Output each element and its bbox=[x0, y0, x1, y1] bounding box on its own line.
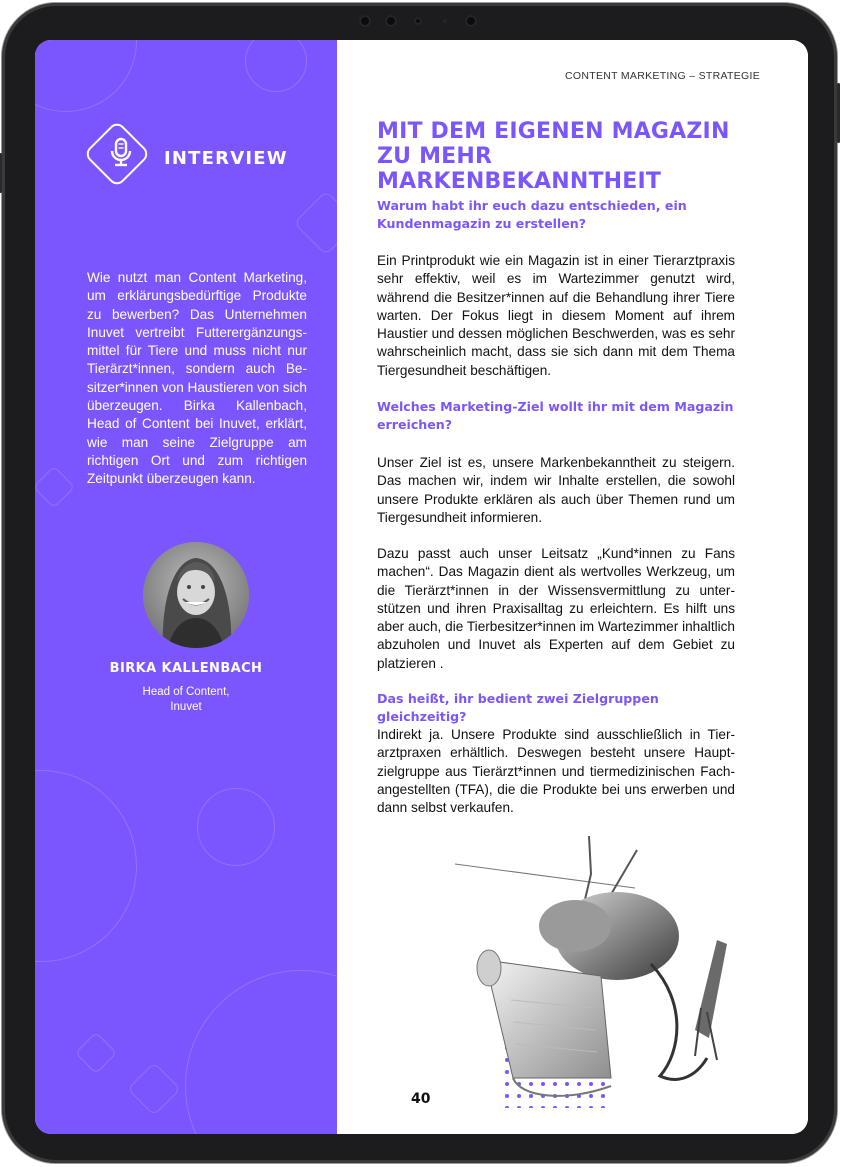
interview-answer: Dazu passt auch unser Leitsatz „Kund*innen zu Fans machen“. Das Magazin dient als wertvolles Werkzeug, um die Tierärzt*innen in der Wissensvermittlung zu unterstützen und ihren Praxisalltag zu erleichtern. Es hilft uns aber auch, die Tierbesitzer*innen im Wartezimmer inhaltlich abzuholen und Inuvet als Experten auf dem Gebiet zu platzieren . bbox=[377, 546, 735, 671]
tablet-frame bbox=[2, 3, 837, 1163]
portrait-photo bbox=[143, 542, 249, 648]
decorative-circle bbox=[245, 40, 307, 92]
sensor-icon bbox=[359, 15, 371, 27]
page-screen[interactable] bbox=[35, 40, 808, 1134]
decorative-circle bbox=[35, 40, 137, 112]
interview-answer: Ein Printprodukt wie ein Magazin ist in einer Tierarztpraxis sehr effektiv, weil es im Wartezimmer genutzt wird, während die Besitzer*innen auf die Behandlung ihrer Tiere warten. Der Fokus liegt in diesem Moment auf ihrem Haustier und dessen möglichen Beschwerden, was es sehr wahrscheinlich macht, dass sie sich dann mit dem Thema Tiergesundheit beschäftigen. bbox=[377, 253, 735, 378]
person-name: BIRKA KALLENBACH bbox=[109, 661, 263, 676]
interview-question: Welches Marketing-Ziel wollt ihr mit dem Magazin erreichen? bbox=[377, 399, 734, 432]
interview-answer: Unser Ziel ist es, unsere Markenbekanntheit zu steigern. Das machen wir, indem wir Inhalte erstellen, die sowohl unsere Produkte erklären als auch über Themen rund um Tiergesundheit informieren. bbox=[377, 455, 735, 525]
article-content bbox=[337, 40, 808, 1134]
decorative-circle bbox=[197, 788, 275, 866]
article-title: MIT DEM EIGENEN MAGAZIN ZU MEHR MARKENBEKANNTHEIT bbox=[377, 119, 730, 194]
interview-question: Warum habt ihr euch dazu entschieden, ein Kundenmagazin zu erstellen? bbox=[377, 198, 687, 231]
person-role-title: Head of Content, bbox=[142, 686, 230, 698]
sensor-icon bbox=[385, 15, 397, 27]
interview-sidebar bbox=[35, 40, 337, 1134]
interview-answer: Indirekt ja. Unsere Produkte sind ausschließlich in Tierarztpraxen erhältlich. Deswegen besteht unsere Hauptzielgruppe aus Tierärzt*innen und tiermedizinischen Fachangestellten (TFA), die die Produkte bei uns erwerben und dann selbst verkaufen. bbox=[377, 727, 735, 816]
decorative-diamond bbox=[127, 1062, 181, 1116]
decorative-circle bbox=[185, 970, 337, 1134]
microphone-icon bbox=[92, 124, 150, 182]
light-sensor-icon bbox=[443, 19, 447, 23]
page-number: 40 bbox=[411, 1091, 431, 1107]
section-label: INTERVIEW bbox=[164, 148, 288, 169]
person-role-company: Inuvet bbox=[170, 701, 202, 713]
camera-icon bbox=[414, 17, 422, 25]
intro-text: Wie nutzt man Content Marketing, um erklärungsbedürftige Produkte zu bewerben? Das Unternehmen Inuvet vertreibt Futterergänzungsmittel für Tiere und muss nicht nur Tierärzt*innen, sondern auch Besitzer*innen von Haustieren von sich überzeugen. Birka Kallenbach, Head of Content bei Inuvet, erklärt, wie man seine Zielgruppe am richtigen Ort und zum richtigen Zeitpunkt überzeugen kann. bbox=[87, 270, 307, 487]
side-button bbox=[837, 83, 840, 143]
sensor-icon bbox=[465, 15, 477, 27]
decorative-diamond bbox=[75, 1032, 117, 1074]
person-role bbox=[35, 685, 337, 715]
decorative-diamond bbox=[35, 466, 75, 508]
decorative-diamond bbox=[293, 190, 337, 255]
interview-question: Das heißt, ihr bedient zwei Zielgruppen gleichzeitig? bbox=[377, 691, 659, 724]
volume-button bbox=[0, 153, 2, 193]
running-header: CONTENT MARKETING – STRATEGIE bbox=[565, 70, 760, 82]
bug-scroll-illustration bbox=[455, 816, 759, 1110]
decorative-circle bbox=[35, 770, 137, 962]
